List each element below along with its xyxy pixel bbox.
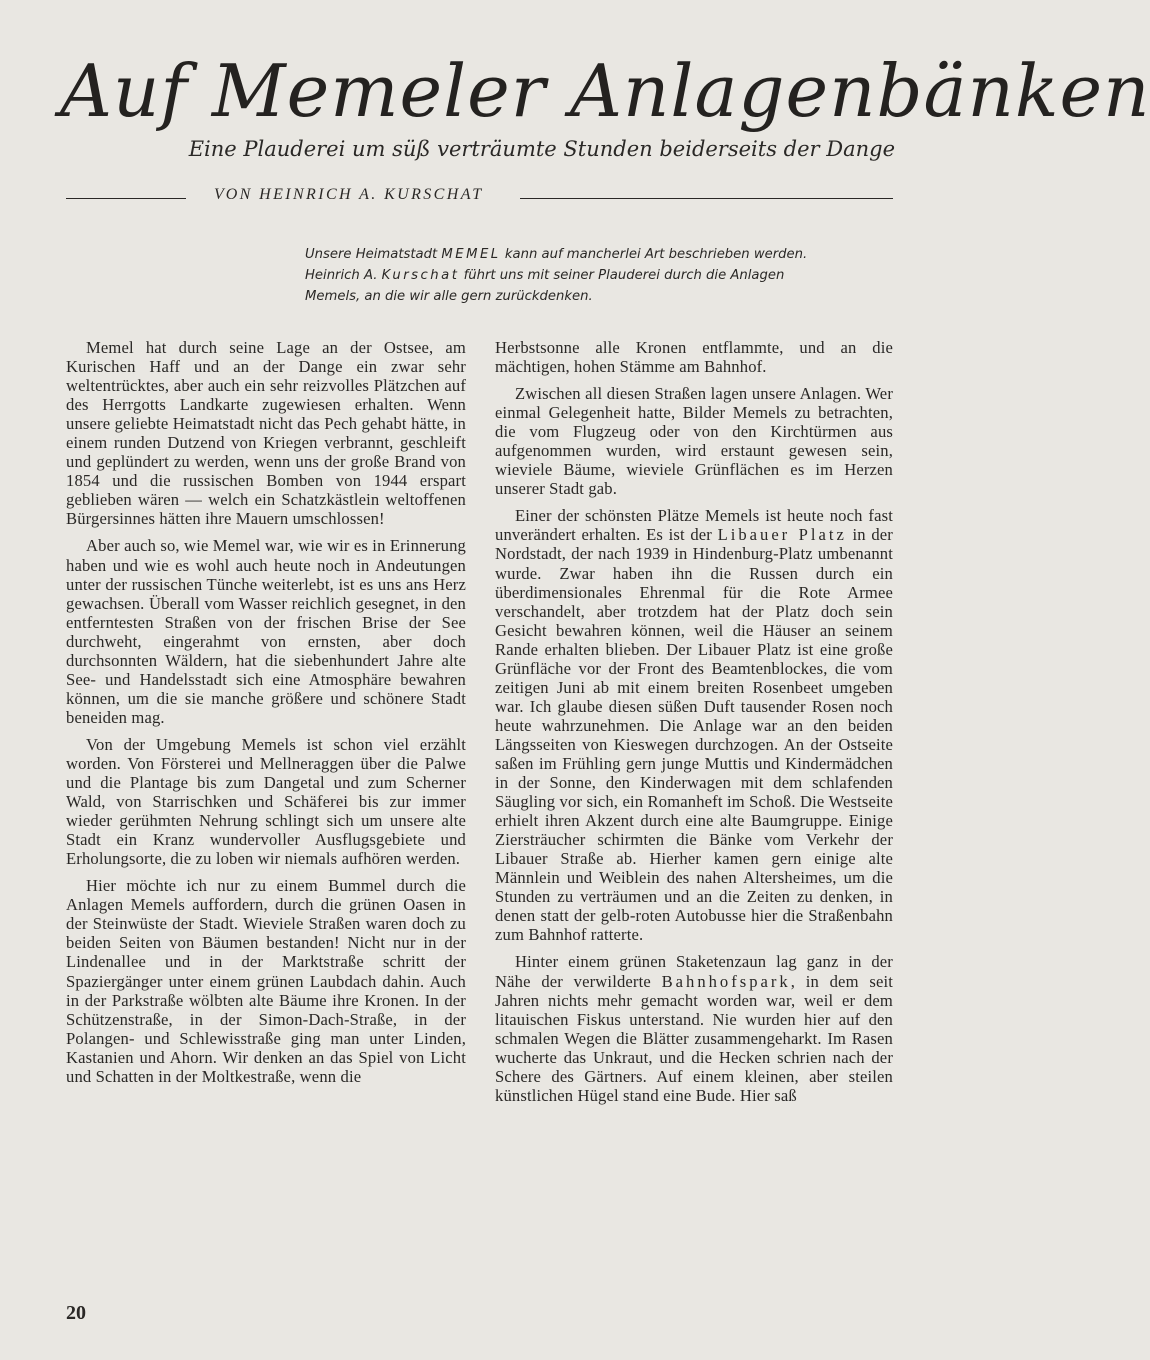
paragraph: Hier möchte ich nur zu einem Bummel durch die Anlagen Memels auffordern, durch die grünen Oasen in der Steinwüste der Stadt. Wieviele Straßen waren doch zu beiden Seiten von Bäumen bestanden! Nicht nur in der Lindenallee und in der Marktstraße schritt der Spaziergänger unter einem grünen Laubdach dahin. Auch in der Parkstraße wölbten alte Bäume ihre Kronen. In der Schützenstraße, in der Simon-Dach-Straße, in der Polangen- und Schlewisstraße ging man unter Linden, Kastanien und Ahorn. Wir denken an das Spiel von Licht und Schatten in der Moltkestraße, wenn die — [66, 876, 466, 1086]
intro-text-1: Unsere Heimatstadt — [305, 247, 438, 262]
intro-city: MEMEL — [441, 247, 501, 262]
article-subtitle: Eine Plauderei um süß verträumte Stunden beiderseits der Dange — [188, 137, 895, 161]
intro-paragraph — [305, 244, 815, 307]
paragraph-text: Hinter einem grünen Staketenzaun lag ganz in der Nähe der verwilderte — [495, 952, 893, 991]
intro-text-2: kann auf mancherlei Art beschrieben werden. Heinrich A. — [305, 247, 808, 283]
paragraph: Zwischen all diesen Straßen lagen unsere Anlagen. Wer einmal Gelegenheit hatte, Bilder Memels zu betrachten, die vom Flugzeug oder von den Kirchtürmen aus aufgenommen wurden, wird erstaunt gewesen sein, wieviele Bäume, wieviele Grünflächen es im Herzen unserer Stadt gab. — [495, 384, 893, 499]
paragraph-text: , in dem seit Jahren nichts mehr gemacht worden war, weil er dem litauischen Fiskus unterstand. Nie wurden hier auf den schmalen Wegen die Blätter zusammengeharkt. Im Rasen wucherte das Unkraut, und die Hecken schrien nach der Schere des Gärtners. Auf einem kleinen, aber steilen künstlichen Hügel stand eine Bude. Hier saß — [495, 971, 893, 1105]
paragraph — [495, 952, 893, 1104]
paragraph: Aber auch so, wie Memel war, wie wir es in Erinnerung haben und wie es wohl auch heute noch in Andeutungen unter der russischen Tünche weiterlebt, ist es uns ans Herz gewachsen. Überall vom Wasser reichlich gesegnet, in den entferntesten Straßen von der frischen Brise der See durchweht, eingerahmt von ernsten, aber doch durchsonnten Wäldern, hat die siebenhundert Jahre alte See- und Handelsstadt sich eine Atmosphäre bewahren können, um die sie manche größere und schönere Stadt beneiden mag. — [66, 536, 466, 727]
left-column — [66, 338, 466, 1094]
paragraph-continued: Herbstsonne alle Kronen entflammte, und an die mächtigen, hohen Stämme am Bahnhof. — [495, 338, 893, 377]
intro-text-3: führt uns mit seiner Plauderei durch die Anlagen Memels, an die wir alle gern zurückdenken. — [305, 268, 785, 304]
article-title: Auf Memeler Anlagenbänken — [60, 49, 1150, 133]
paragraph: Memel hat durch seine Lage an der Ostsee, am Kurischen Haff und an der Dange ein zwar sehr weltentrücktes, aber auch ein sehr reizvolles Plätzchen auf des Herrgotts Landkarte zugewiesen erhalten. Wenn unsere geliebte Heimatstadt nicht das Pech gehabt hätte, in einem runden Dutzend von Kriegen verbrannt, geschleift und geplündert zu werden, wenn uns der große Brand von 1854 und die russischen Bomben von 1944 erspart geblieben wären — welch ein Schatzkästlein weltoffenen Bürgersinnes hätten ihre Mauern umschlossen! — [66, 338, 466, 529]
author-byline: VON HEINRICH A. KURSCHAT — [214, 186, 484, 203]
byline-rule-right — [520, 198, 893, 199]
paragraph-text: Einer der schönsten Plätze Memels ist heute noch fast unverändert erhalten. Es ist der — [495, 506, 893, 545]
intro-author: Kurschat — [381, 268, 460, 283]
place-name: Libauer Platz — [717, 525, 847, 545]
paragraph — [495, 506, 893, 944]
page-number: 20 — [66, 1302, 86, 1324]
paragraph-text: in der Nordstadt, der nach 1939 in Hindenburg-Platz umbenannt wurde. Zwar haben ihn die Russen durch ein überdimensionales Ehrenmal für die Rote Armee verschandelt, aber trotzdem hat der Platz doch sein Gesicht bewahren können, weil die Häuser an seinem Rande erhalten blieben. Der Libauer Platz ist eine große Grünfläche vor der Front des Beamtenblockes, die vom zeitigen Juni ab mit einem breiten Rosenbeet umgeben war. Ich glaube diesen süßen Duft tausender Rosen noch heute wahrzunehmen. Die Anlage war an den beiden Längsseiten von Kieswegen durchzogen. An der Ostseite saßen im Frühling gern junge Muttis und Kindermädchen in der Sonne, den Kinderwagen mit dem schlafenden Säugling vor sich, ein Romanheft im Schoß. Die Westseite erhielt ihren Akzent durch eine alte Baumgruppe. Einige Ziersträucher schirmten die Bänke vom Verkehr der Libauer Straße ab. Hierher kamen gern einige alte Männlein und Weiblein des nahen Altersheimes, um die Stunden zu verträumen und an die Zeiten zu denken, in denen statt der gelb-roten Autobusse hier die Straßenbahn zum Bahnhof ratterte. — [495, 525, 893, 945]
paragraph: Von der Umgebung Memels ist schon viel erzählt worden. Von Försterei und Mellneraggen über die Palwe und die Plantage bis zum Dangetal und zum Scherner Wald, von Starrischken und Schäferei bis zur immer wieder gerühmten Nehrung schlingt sich um unsere alte Stadt ein Kranz wundervoller Ausflugsgebiete und Erholungsorte, die zu loben wir niemals aufhören werden. — [66, 734, 466, 869]
place-name: Bahnhofspark — [661, 971, 791, 991]
right-column — [495, 338, 893, 1113]
byline-rule-left — [66, 198, 186, 199]
